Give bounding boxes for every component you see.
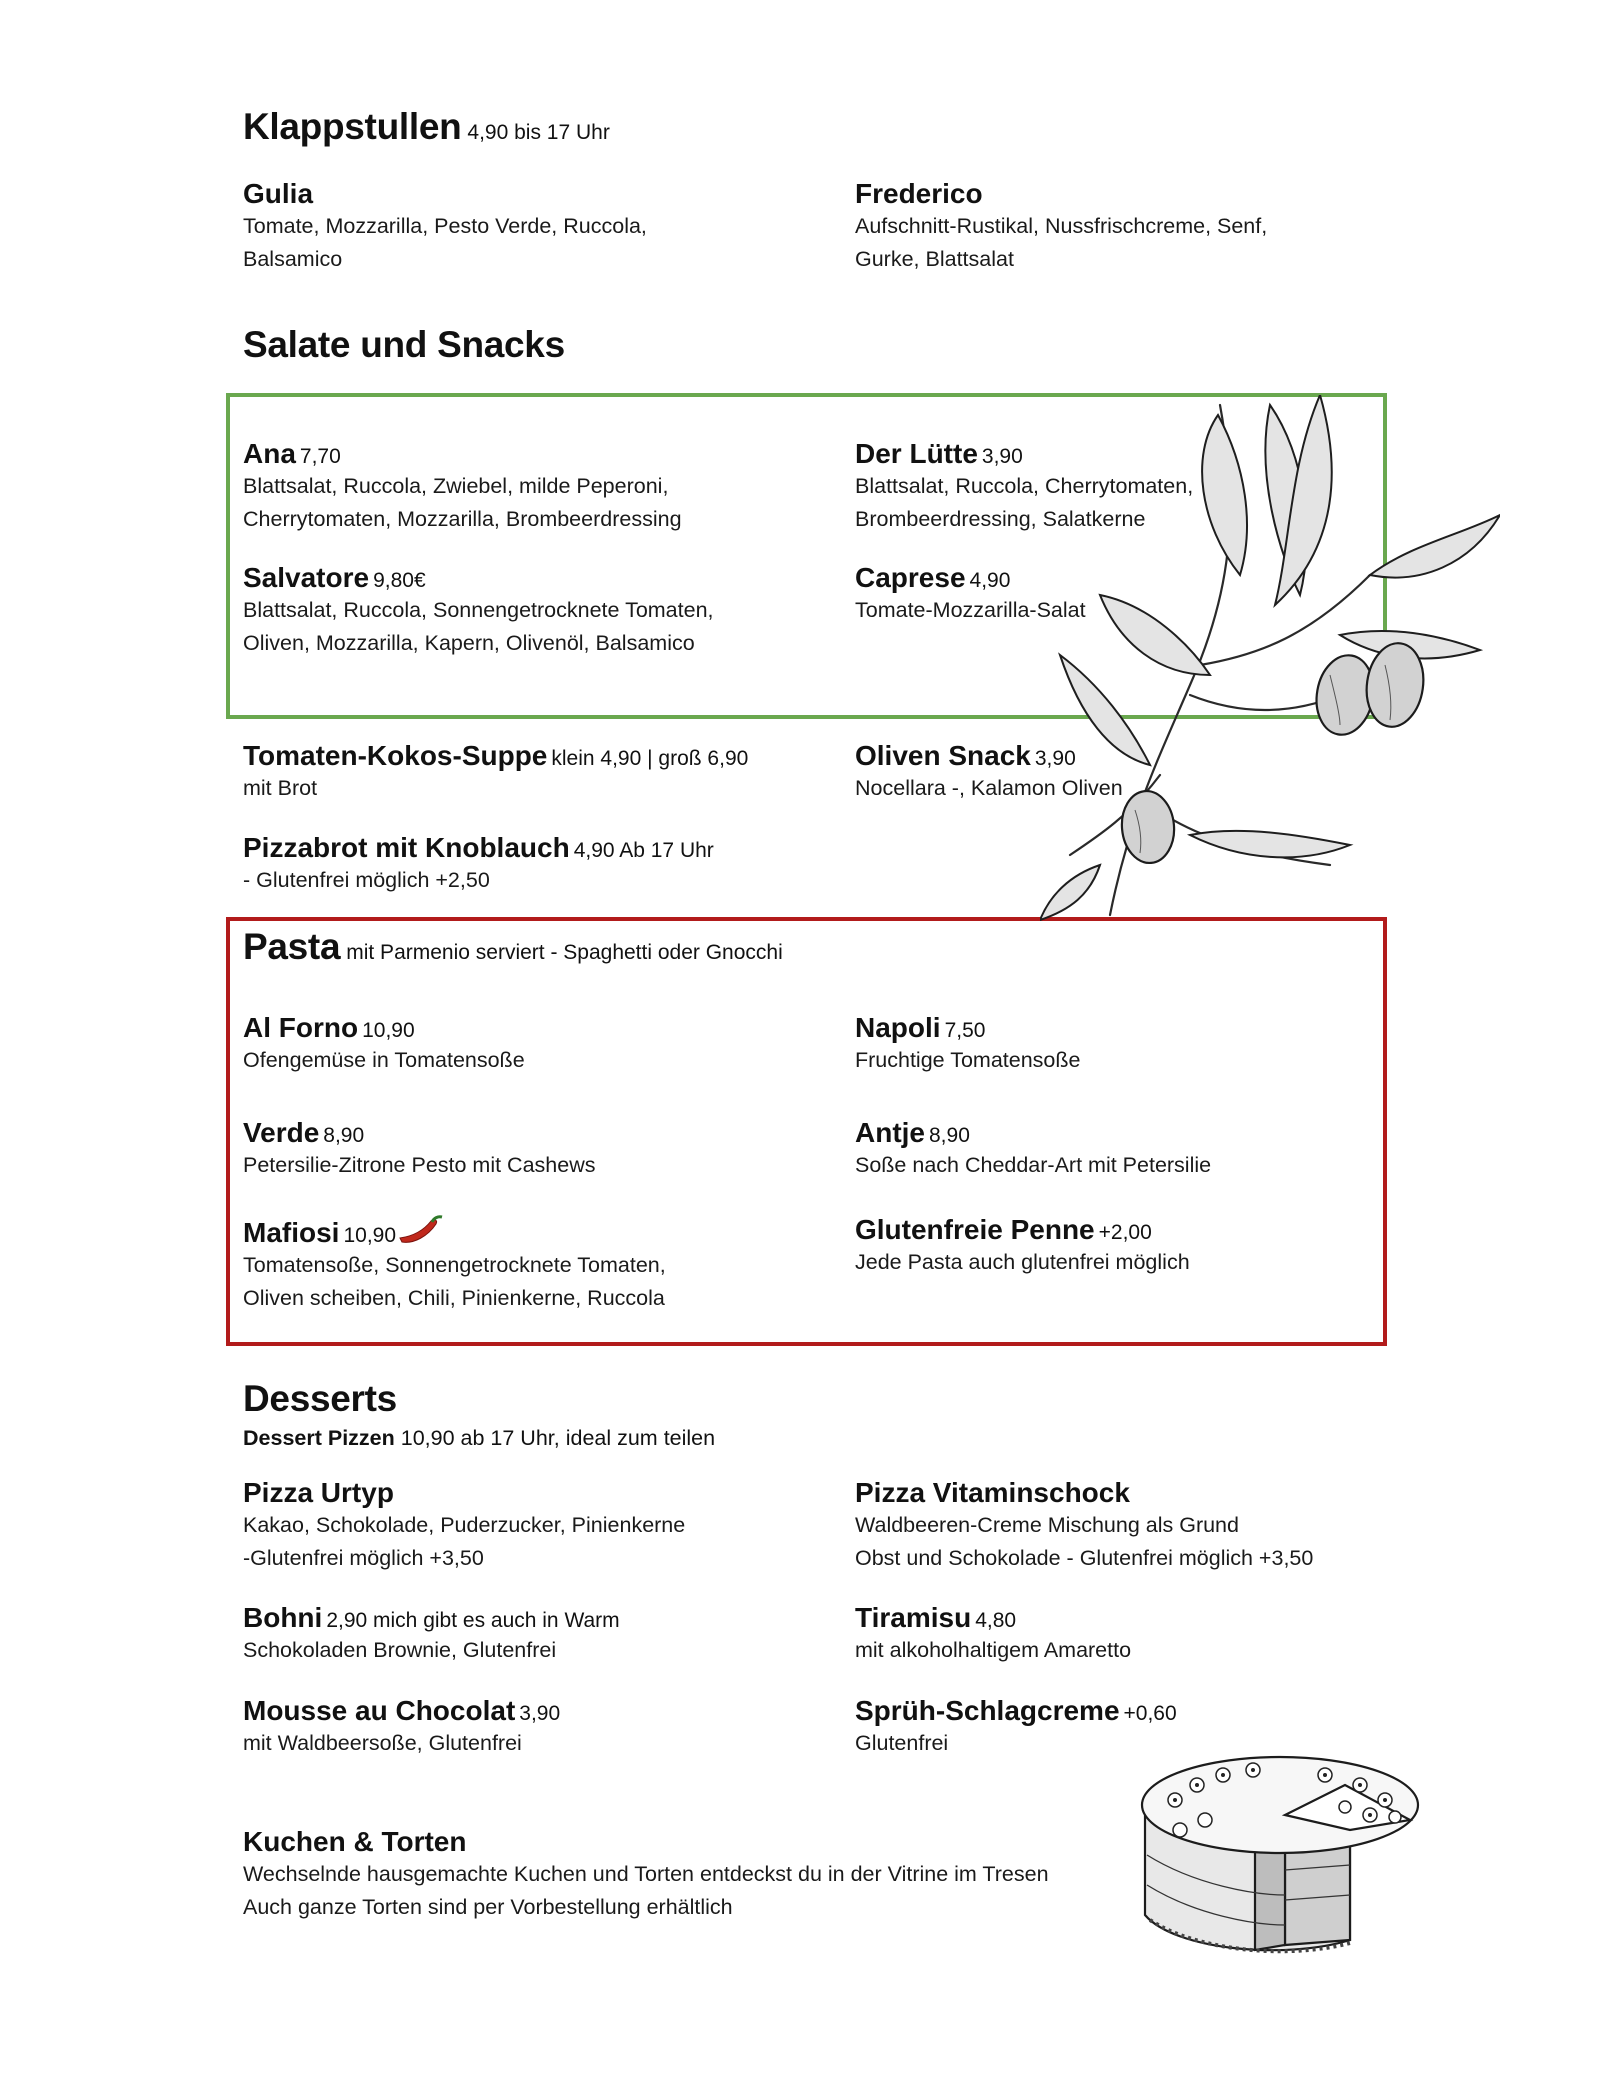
item-name: Pizzabrot mit Knoblauch	[243, 832, 570, 863]
item-name: Napoli	[855, 1012, 941, 1043]
section-note: mit Parmenio serviert - Spaghetti oder Gnocchi	[346, 941, 783, 964]
item-name: Tiramisu	[855, 1602, 972, 1633]
item-desc: Auch ganze Torten sind per Vorbestellung erhältlich	[243, 1895, 733, 1919]
item-desc: Oliven, Mozzarilla, Kapern, Olivenöl, Balsamico	[243, 631, 695, 655]
item-desc: Tomate-Mozzarilla-Salat	[855, 598, 1086, 622]
desserts-heading	[243, 1378, 397, 1420]
menu-item	[855, 1477, 1415, 1575]
menu-item	[855, 740, 1355, 805]
item-name: Caprese	[855, 562, 966, 593]
menu-item	[243, 1477, 823, 1575]
item-name: Sprüh-Schlagcreme	[855, 1695, 1120, 1726]
menu-item	[855, 1214, 1355, 1279]
item-desc: Glutenfrei	[855, 1731, 949, 1755]
item-name: Frederico	[855, 178, 983, 209]
menu-item	[243, 1117, 803, 1182]
item-name: Al Forno	[243, 1012, 359, 1043]
item-price: 4,90 Ab 17 Uhr	[573, 839, 714, 862]
item-desc: Kakao, Schokolade, Puderzucker, Pinienkerne	[243, 1513, 686, 1537]
menu-item	[855, 178, 1415, 276]
menu-item	[243, 178, 803, 276]
item-name: Salvatore	[243, 562, 370, 593]
item-desc: mit alkoholhaltigem Amaretto	[855, 1638, 1132, 1662]
desserts-subheading	[243, 1426, 715, 1451]
item-name: Mafiosi	[243, 1217, 340, 1248]
item-desc: Fruchtige Tomatensoße	[855, 1048, 1081, 1072]
item-desc: Blattsalat, Ruccola, Sonnengetrocknete Tomaten,	[243, 598, 714, 622]
item-desc: Brombeerdressing, Salatkerne	[855, 507, 1146, 531]
item-desc: Tomatensoße, Sonnengetrocknete Tomaten,	[243, 1253, 666, 1277]
item-name: Verde	[243, 1117, 320, 1148]
item-price: +0,60	[1123, 1702, 1177, 1725]
item-desc: -Glutenfrei möglich +3,50	[243, 1546, 484, 1570]
item-desc: Ofengemüse in Tomatensoße	[243, 1048, 525, 1072]
item-name: Oliven Snack	[855, 740, 1031, 771]
item-desc: Tomate, Mozzarilla, Pesto Verde, Ruccola,	[243, 214, 647, 238]
item-desc: Oliven scheiben, Chili, Pinienkerne, Ruccola	[243, 1286, 665, 1310]
item-name: Kuchen & Torten	[243, 1826, 467, 1857]
menu-item	[243, 1695, 843, 1760]
menu-item	[243, 1602, 843, 1667]
item-price: 10,90	[362, 1019, 415, 1042]
item-desc: Waldbeeren-Creme Mischung als Grund	[855, 1513, 1239, 1537]
item-desc: mit Brot	[243, 776, 318, 800]
item-name: Gulia	[243, 178, 314, 209]
item-desc: Petersilie-Zitrone Pesto mit Cashews	[243, 1153, 596, 1177]
item-price: 9,80€	[373, 569, 426, 592]
item-price: 4,90	[969, 569, 1011, 592]
item-name: Pizza Urtyp	[243, 1477, 394, 1508]
item-desc: Wechselnde hausgemachte Kuchen und Torten entdeckst du in der Vitrine im Tresen	[243, 1862, 1049, 1886]
item-price: 4,80	[975, 1609, 1017, 1632]
menu-item	[855, 1012, 1355, 1077]
item-name: Antje	[855, 1117, 925, 1148]
item-name: Glutenfreie Penne	[855, 1214, 1095, 1245]
section-title: Klappstullen	[243, 106, 462, 147]
item-name: Pizza Vitaminschock	[855, 1477, 1130, 1508]
item-price: 7,50	[944, 1019, 986, 1042]
item-price: 8,90	[323, 1124, 365, 1147]
item-desc: Cherrytomaten, Mozzarilla, Brombeerdressing	[243, 507, 682, 531]
menu-item	[243, 832, 843, 897]
item-desc: Gurke, Blattsalat	[855, 247, 1014, 271]
item-name: Ana	[243, 438, 296, 469]
item-name: Mousse au Chocolat	[243, 1695, 516, 1726]
item-desc: Aufschnitt-Rustikal, Nussfrischcreme, Senf,	[855, 214, 1268, 238]
item-desc: Jede Pasta auch glutenfrei möglich	[855, 1250, 1190, 1274]
item-price: 3,90	[1034, 747, 1076, 770]
subheading-note: 10,90 ab 17 Uhr, ideal zum teilen	[400, 1426, 716, 1450]
item-desc: Blattsalat, Ruccola, Cherrytomaten,	[855, 474, 1194, 498]
menu-item	[243, 562, 823, 660]
item-price: 2,90 mich gibt es auch in Warm	[326, 1609, 620, 1632]
menu-item	[855, 1695, 1355, 1760]
klappstullen-heading	[243, 106, 610, 148]
section-title: Pasta	[243, 926, 341, 967]
menu-item	[243, 1214, 823, 1315]
item-price: klein 4,90 | groß 6,90	[551, 747, 749, 770]
section-title: Desserts	[243, 1378, 397, 1419]
item-desc: Balsamico	[243, 247, 343, 271]
item-price: 8,90	[929, 1124, 970, 1147]
item-desc: Blattsalat, Ruccola, Zwiebel, milde Peperoni,	[243, 474, 669, 498]
item-price: 10,90	[343, 1224, 397, 1247]
menu-item	[855, 438, 1355, 536]
pasta-heading	[243, 926, 783, 968]
chili-icon	[396, 1214, 444, 1248]
item-name: Tomaten-Kokos-Suppe	[243, 740, 548, 771]
item-desc: Obst und Schokolade - Glutenfrei möglich +3,50	[855, 1546, 1314, 1570]
menu-item	[243, 438, 823, 536]
cake-illustration	[1135, 1745, 1430, 1970]
salate-heading	[243, 324, 565, 366]
item-desc: Nocellara -, Kalamon Oliven	[855, 776, 1123, 800]
item-price: +2,00	[1098, 1221, 1152, 1244]
section-note: 4,90 bis 17 Uhr	[467, 121, 610, 144]
item-desc: Soße nach Cheddar-Art mit Petersilie	[855, 1153, 1212, 1177]
item-name: Der Lütte	[855, 438, 978, 469]
menu-item	[855, 1117, 1355, 1182]
item-desc: mit Waldbeersoße, Glutenfrei	[243, 1731, 522, 1755]
menu-item	[243, 740, 843, 805]
kuchen-section	[243, 1826, 1143, 1924]
item-price: 3,90	[519, 1702, 561, 1725]
item-price: 7,70	[299, 445, 341, 468]
menu-item	[855, 562, 1355, 627]
item-name: Bohni	[243, 1602, 323, 1633]
item-desc: - Glutenfrei möglich +2,50	[243, 868, 490, 892]
subheading-bold: Dessert Pizzen	[243, 1426, 395, 1450]
section-title: Salate und Snacks	[243, 324, 565, 365]
menu-item	[243, 1012, 803, 1077]
menu-item	[855, 1602, 1415, 1667]
item-price: 3,90	[981, 445, 1023, 468]
item-desc: Schokoladen Brownie, Glutenfrei	[243, 1638, 557, 1662]
